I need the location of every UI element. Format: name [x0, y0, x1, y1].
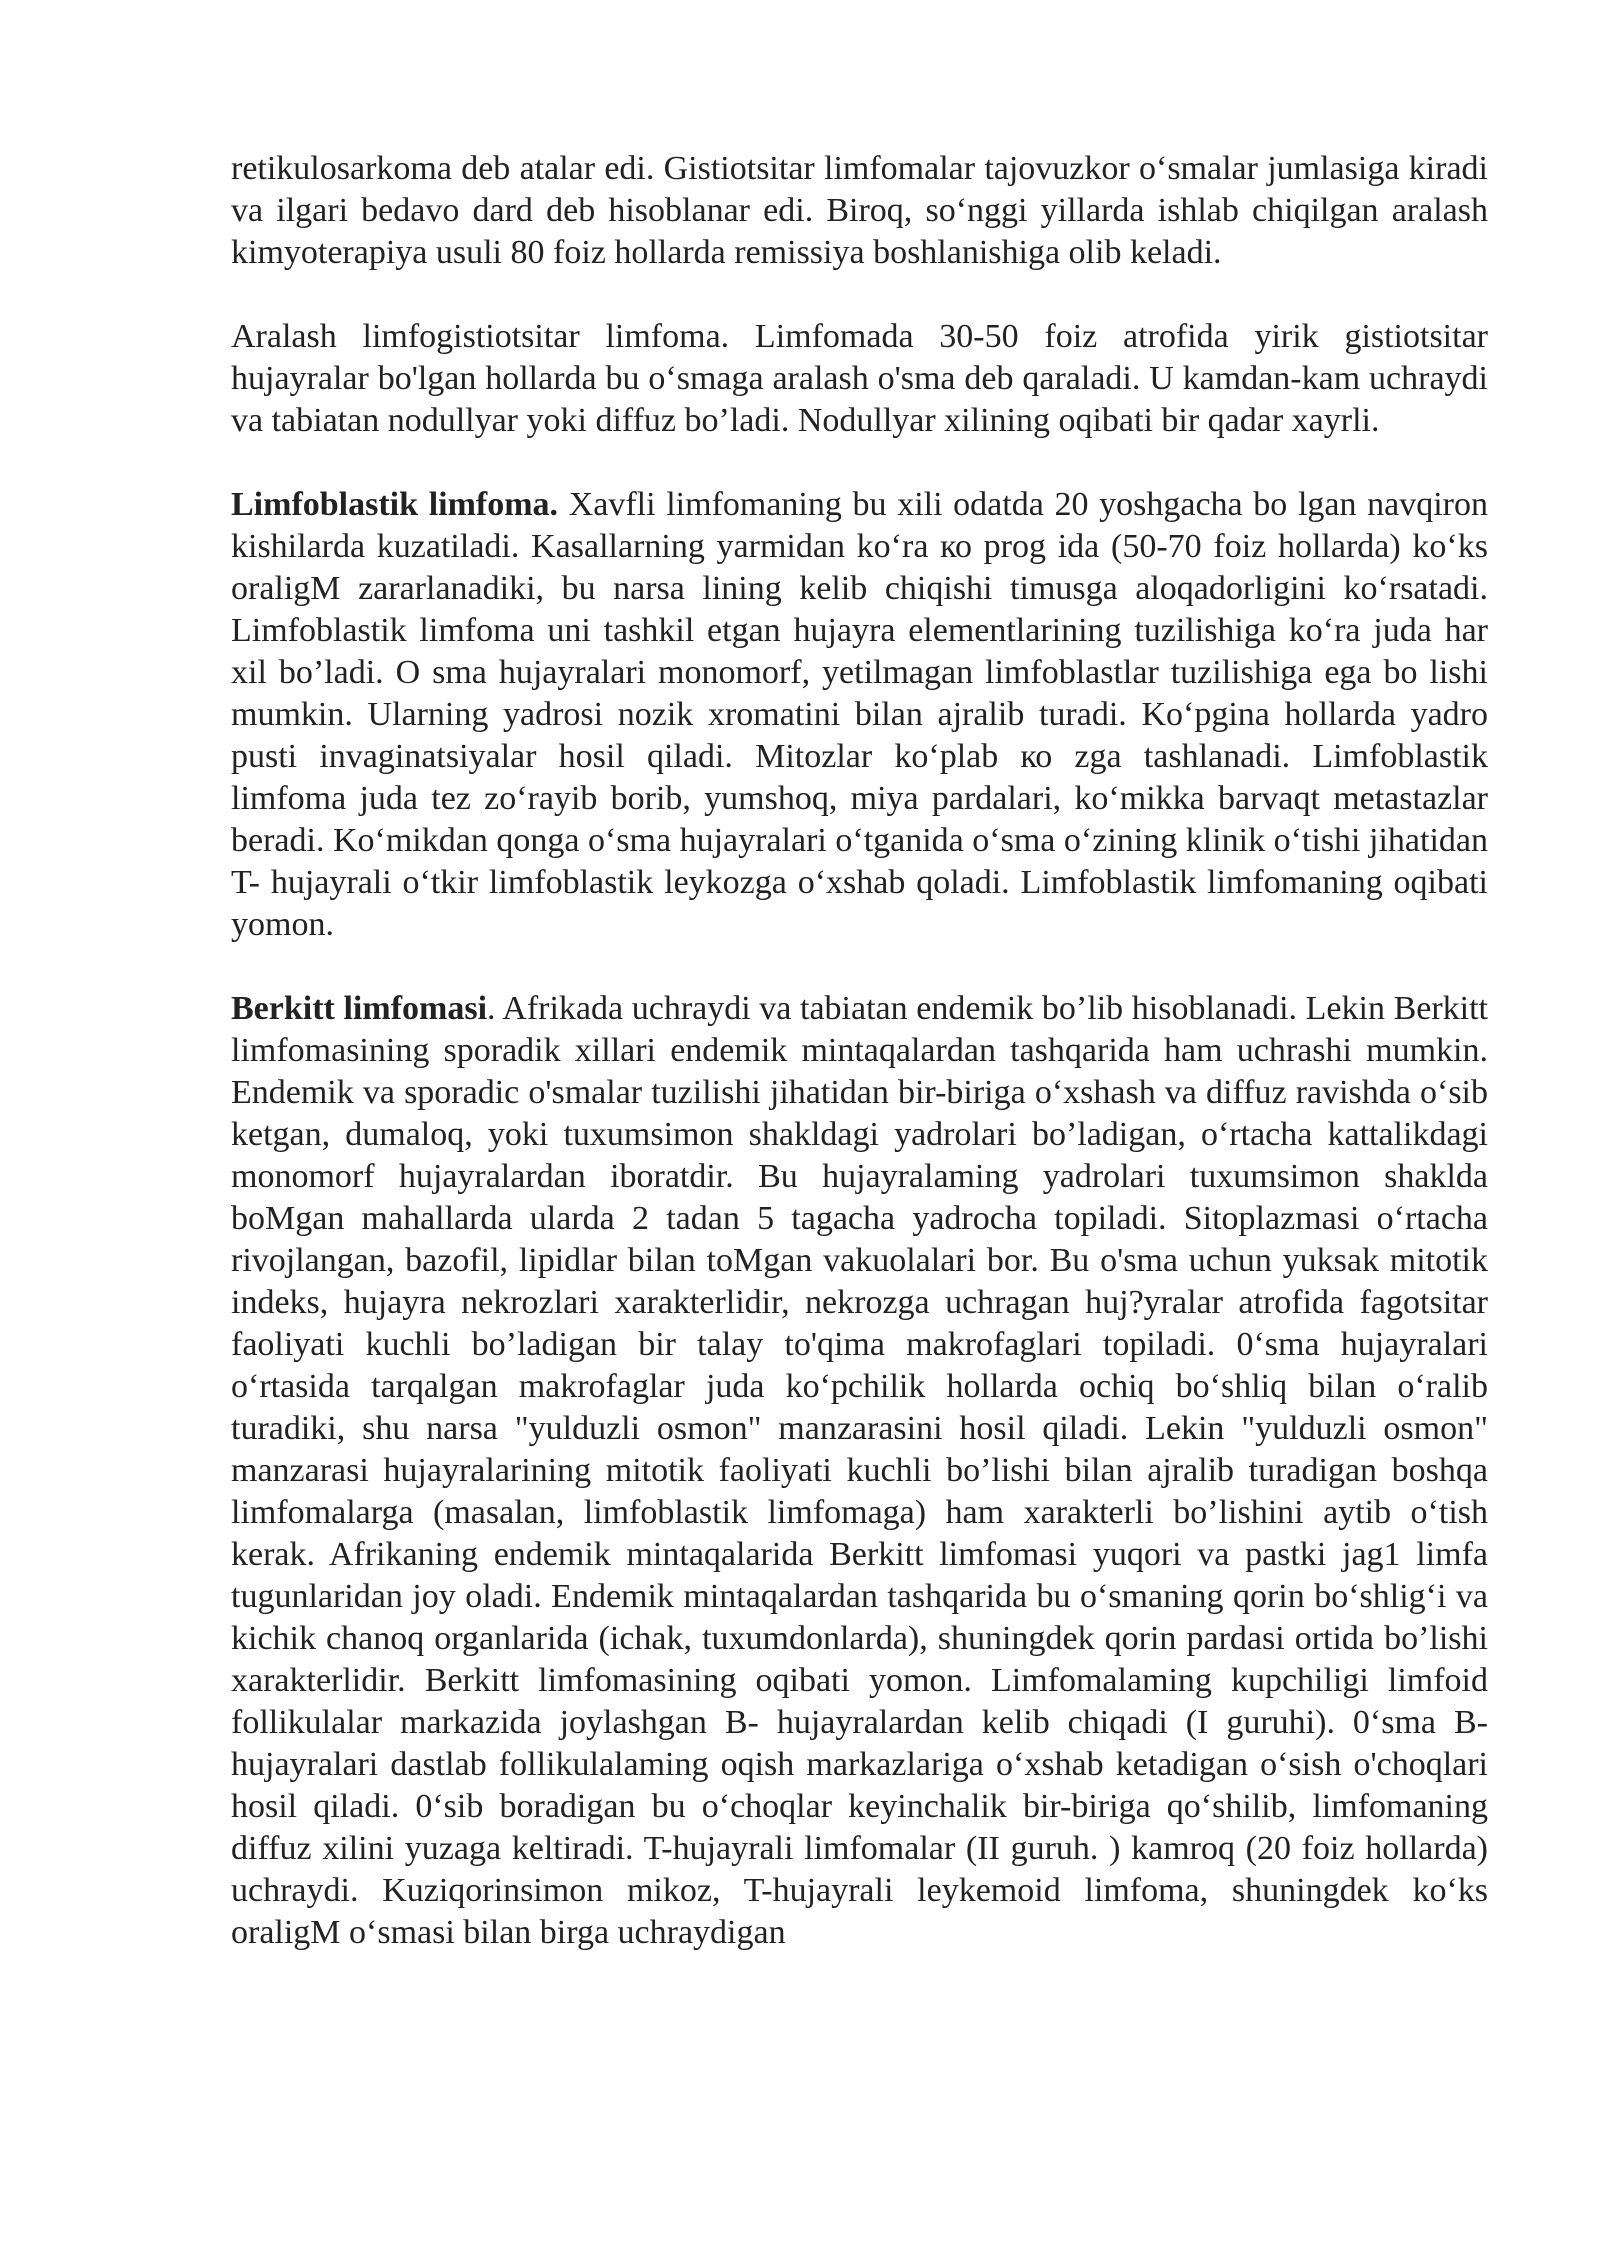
paragraph-text: retikulosarkoma deb atalar edi. Gistiotsitar limfomalar tajovuzkor o‘smalar jumlasiga kiradi va ilgari bedavo dard deb hisoblanar edi. Biroq, so‘nggi yillarda ishlab chiqilgan aralash kimyoterapiya usuli 80 foiz hollarda remissiya boshlanishiga olib keladi. [231, 150, 1488, 271]
paragraph-aralash-limfogistiotsitar [231, 316, 1488, 442]
paragraph-retikulosarkoma [231, 148, 1488, 274]
paragraph-heading: Berkitt limfomasi [231, 990, 488, 1027]
paragraph-text: . Afrikada uchraydi va tabiatan endemik bo’lib hisoblanadi. Lekin Berkitt limfomasining sporadik xillari endemik mintaqalardan tashqarida ham uchrashi mumkin. Endemik va sporadic o'smalar tuzilishi jihatidan bir-biriga o‘xshash va diffuz ravishda o‘sib ketgan, dumaloq, yoki tuxumsimon shakldagi yadrolari bo’ladigan, o‘rtacha kattalikdagi monomorf hujayralardan iboratdir. Bu hujayralaming yadrolari tuxumsimon shaklda boMgan mahallarda ularda 2 tadan 5 tagacha yadrocha topiladi. Sitoplazmasi o‘rtacha rivojlangan, bazofil, lipidlar bilan toMgan vakuolalari bor. Bu o'sma uchun yuksak mitotik indeks, hujayra nekrozlari xarakterlidir, nekrozga uchragan huj?yralar atrofida fagotsitar faoliyati kuchli bo’ladigan bir talay to'qima makrofaglari topiladi. 0‘sma hujayralari o‘rtasida tarqalgan makrofaglar juda ko‘pchilik hollarda ochiq bo‘shliq bilan o‘ralib turadiki, shu narsa "yulduzli osmon" manzarasini hosil qiladi. Lekin "yulduzli osmon" manzarasi hujayralarining mitotik faoliyati kuchli bo’lishi bilan ajralib turadigan boshqa limfomalarga (masalan, limfoblastik limfomaga) ham xarakterli bo’lishini aytib o‘tish kerak. Afrikaning endemik mintaqalarida Berkitt limfomasi yuqori va pastki jag1 limfa tugunlaridan joy oladi. Endemik mintaqalardan tashqarida bu o‘smaning qorin bo‘shlig‘i va kichik chanoq organlarida (ichak, tuxumdonlarda), shuningdek qorin pardasi ortida bo’lishi xarakterlidir. Berkitt limfomasining oqibati yomon. Limfomalaming kupchiligi limfoid follikulalar markazida joylashgan B- hujayralardan kelib chiqadi (I guruhi). 0‘sma B-hujayralari dastlab follikulalaming oqish markazlariga o‘xshab ketadigan o‘sish o'choqlari hosil qiladi. 0‘sib boradigan bu o‘choqlar keyinchalik bir-biriga qo‘shilib, limfomaning diffuz xilini yuzaga keltiradi. T-hujayrali limfomalar (II guruh. ) kamroq (20 foiz hollarda) uchraydi. Kuziqorinsimon mikoz, T-hujayrali leykemoid limfoma, shuningdek ko‘ks oraligM o‘smasi bilan birga uchraydigan [231, 990, 1488, 1951]
paragraph-heading: Limfoblastik limfoma. [231, 486, 559, 523]
document-page [231, 148, 1488, 1954]
paragraph-text: Xavfli limfomaning bu xili odatda 20 yoshgacha bo lgan navqiron kishilarda kuzatiladi. Kasallarning yarmidan ko‘ra ко prog ida (50-70 foiz hollarda) ko‘ks oraligM zararlanadiki, bu narsa lining kelib chiqishi timusga aloqadorligini ko‘rsatadi. Limfoblastik limfoma uni tashkil etgan hujayra elementlarining tuzilishiga ko‘ra juda har xil bo’ladi. O sma hujayralari monomorf, yetilmagan limfoblastlar tuzilishiga ega bo lishi mumkin. Ularning yadrosi nozik xromatini bilan ajralib turadi. Ko‘pgina hollarda yadro pusti invaginatsiyalar hosil qiladi. Mitozlar ko‘plab ко zga tashlanadi. Limfoblastik limfoma juda tez zo‘rayib borib, yumshoq, miya pardalari, ko‘mikka barvaqt metastazlar beradi. Ko‘mikdan qonga o‘sma hujayralari o‘tganida o‘sma o‘zining klinik o‘tishi jihatidan T- hujayrali o‘tkir limfoblastik leykozga o‘xshab qoladi. Limfoblastik limfomaning oqibati yomon. [231, 486, 1488, 943]
paragraph-text: Aralash limfogistiotsitar limfoma. Limfomada 30-50 foiz atrofida yirik gistiotsitar hujayralar bo'lgan hollarda bu o‘smaga aralash o'sma deb qaraladi. U kamdan-kam uchraydi va tabiatan nodullyar yoki diffuz bo’ladi. Nodullyar xilining oqibati bir qadar xayrli. [231, 318, 1488, 439]
paragraph-berkitt-limfomasi [231, 988, 1488, 1954]
paragraph-limfoblastik-limfoma [231, 484, 1488, 946]
